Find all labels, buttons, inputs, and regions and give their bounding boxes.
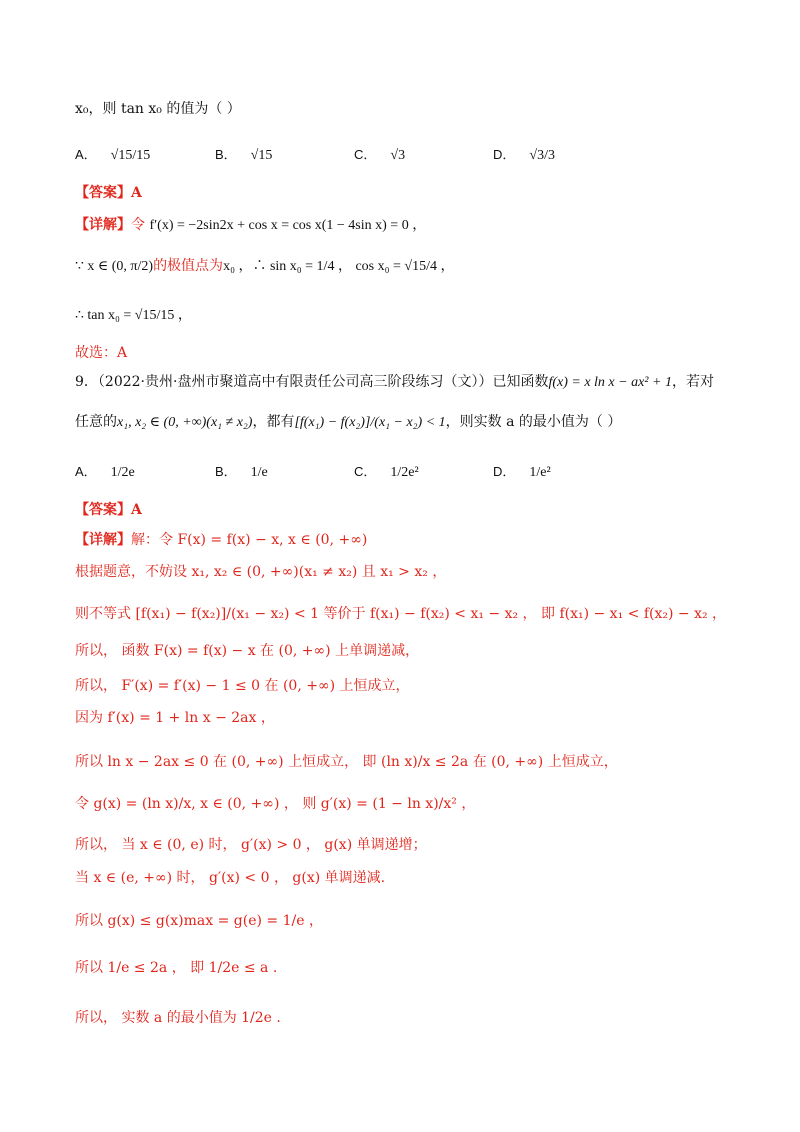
q9-detail-step-3: 则不等式 [f(x₁) − f(x₂)]/(x₁ − x₂) < 1 等价于 f(x₁) − f(x₂) < x₁ − x₂ ， 即 f(x₁) − x₁ < f(x₂) − x₂ ， bbox=[75, 606, 727, 622]
q9-detail-step-4: 所以， 函数 F(x) = f(x) − x 在 (0, +∞) 上单调递减， bbox=[75, 643, 420, 659]
q9-detail-step-1: 【详解】解：令 F(x) = f(x) − x, x ∈ (0, +∞) bbox=[75, 532, 368, 548]
q8-stem-tail: x₀，则 tan x₀ 的值为（ ） bbox=[75, 101, 241, 117]
q8-detail-line-1: 【详解】令 f′(x) = −2sin2x + cos x = cos x(1 − 4sin x) = 0 ， bbox=[75, 217, 427, 233]
q8-detail-conclusion: 故选：A bbox=[75, 345, 128, 361]
q9-option-a: A． 1/2e bbox=[75, 464, 135, 480]
q9-detail-step-10: 当 x ∈ (e, +∞) 时， g′(x) < 0 ， g(x) 单调递减. bbox=[75, 870, 386, 886]
q8-detail-line-3: ∴ tan x₀ = √15/15 ， bbox=[75, 308, 192, 323]
q9-detail-step-9: 所以， 当 x ∈ (0, e) 时， g′(x) > 0 ， g(x) 单调递增； bbox=[75, 837, 427, 853]
q9-detail-step-6: 因为 f′(x) = 1 + ln x − 2ax ， bbox=[75, 710, 275, 726]
q9-option-b: B． 1/e bbox=[215, 464, 268, 480]
q9-option-d: D． 1/e² bbox=[493, 464, 551, 480]
q9-detail-conclusion: 所以， 实数 a 的最小值为 1/2e . bbox=[75, 1010, 281, 1026]
q9-detail-step-7: 所以 ln x − 2ax ≤ 0 在 (0, +∞) 上恒成立， 即 (ln x)/x ≤ 2a 在 (0, +∞) 上恒成立， bbox=[75, 754, 618, 770]
q9-detail-step-11: 所以 g(x) ≤ g(x)max = g(e) = 1/e ， bbox=[75, 913, 323, 929]
q8-answer: 【答案】A bbox=[75, 185, 142, 201]
q9-detail-step-8: 令 g(x) = (ln x)/x, x ∈ (0, +∞) ， 则 g′(x) = (1 − ln x)/x² ， bbox=[75, 796, 476, 812]
q8-option-d: D． √3/3 bbox=[493, 147, 555, 163]
q9-option-c: C． 1/2e² bbox=[354, 464, 419, 480]
q9-detail-step-5: 所以， F′(x) = f′(x) − 1 ≤ 0 在 (0, +∞) 上恒成立， bbox=[75, 678, 410, 694]
q9-stem-line-2: 任意的x₁, x₂ ∈ (0, +∞)(x₁ ≠ x₂)，都有[f(x₁) − f(x₂)]/(x₁ − x₂) < 1，则实数 a 的最小值为（ ） bbox=[75, 414, 622, 430]
q8-option-b: B． √15 bbox=[215, 147, 273, 163]
q9-detail-step-12: 所以 1/e ≤ 2a ， 即 1/2e ≤ a . bbox=[75, 960, 278, 976]
q9-answer: 【答案】A bbox=[75, 502, 142, 518]
q8-detail-line-2: ∵ x ∈ (0, π/2)的极值点为x₀ ，∴ sin x₀ = 1/4 ， cos x₀ = √15/4 ， bbox=[75, 258, 455, 274]
q9-detail-step-2: 根据题意，不妨设 x₁, x₂ ∈ (0, +∞)(x₁ ≠ x₂) 且 x₁ > x₂ ， bbox=[75, 564, 447, 580]
q9-stem-line-1: 9．（2022·贵州·盘州市聚道高中有限责任公司高三阶段练习（文））已知函数f(x) = x ln x − ax² + 1，若对 bbox=[75, 374, 714, 390]
q8-option-c: C． √3 bbox=[354, 147, 406, 163]
q8-option-a: A． √15/15 bbox=[75, 147, 151, 163]
